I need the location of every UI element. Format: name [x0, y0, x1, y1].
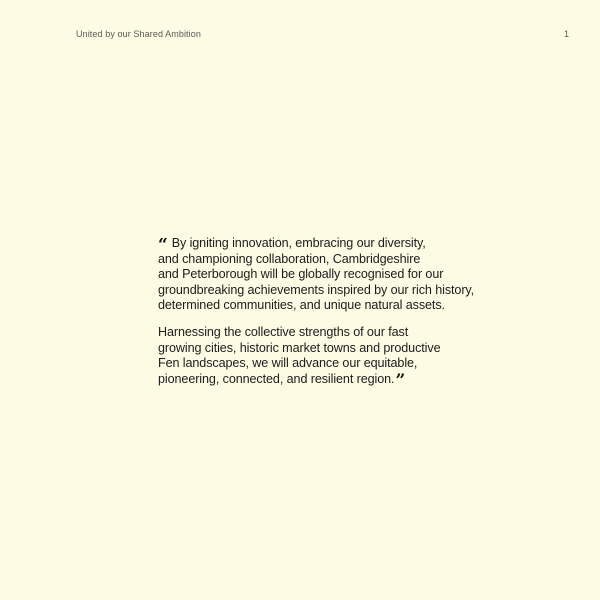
quote-text: By igniting innovation, embracing our diversity, — [171, 236, 426, 250]
quote-line: and Peterborough will be globally recognised for our — [158, 267, 444, 282]
vision-quote — [158, 235, 518, 391]
quote-line: Harnessing the collective strengths of our fast — [158, 324, 409, 339]
running-header: United by our Shared Ambition — [76, 29, 201, 39]
quote-line — [158, 370, 518, 391]
quote-line: Fen landscapes, we will advance our equitable, — [158, 356, 418, 371]
quote-paragraph-1 — [158, 236, 518, 314]
quote-line: determined communities, and unique natural assets. — [158, 298, 445, 313]
open-quote-mark: “ — [158, 235, 168, 255]
close-quote-mark: ” — [395, 370, 406, 391]
page-number: 1 — [563, 29, 569, 39]
quote-text: pioneering, connected, and resilient region. — [158, 371, 395, 386]
quote-line: and championing collaboration, Cambridgeshire — [158, 251, 421, 266]
quote-line — [158, 235, 518, 255]
quote-paragraph-2 — [158, 324, 518, 391]
quote-line: groundbreaking achievements inspired by our rich history, — [158, 282, 475, 297]
quote-line: growing cities, historic market towns and productive — [158, 340, 441, 355]
